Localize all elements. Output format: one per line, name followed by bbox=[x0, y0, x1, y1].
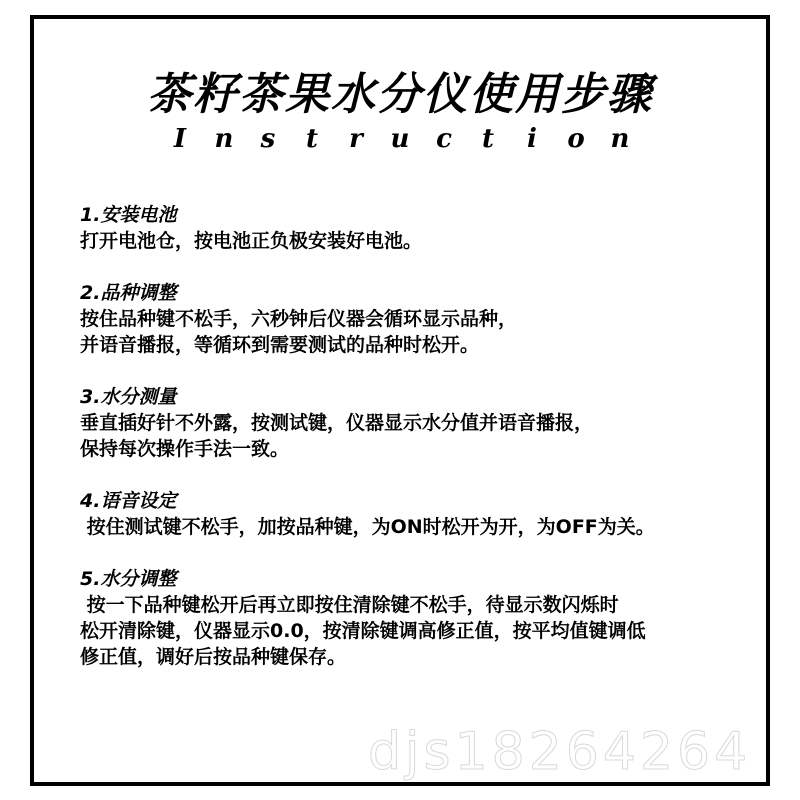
step-5 bbox=[80, 566, 760, 670]
step-3 bbox=[80, 384, 760, 462]
step-line: 修正值，调好后按品种键保存。 bbox=[80, 646, 347, 668]
subtitle-letter: u bbox=[390, 124, 410, 154]
subtitle-letter: n bbox=[610, 124, 630, 154]
subtitle-letter: c bbox=[436, 124, 452, 154]
step-line: 垂直插好针不外露，按测试键，仪器显示水分值并语音播报， bbox=[80, 412, 594, 434]
step-line: 打开电池仓，按电池正负极安装好电池。 bbox=[80, 230, 423, 252]
step-line: 按住品种键不松手，六秒钟后仪器会循环显示品种， bbox=[80, 308, 518, 330]
subtitle-letter: n bbox=[214, 124, 234, 154]
step-heading: 5.水分调整 bbox=[80, 568, 177, 590]
step-line: 按一下品种键松开后再立即按住清除键不松手，待显示数闪烁时 bbox=[80, 594, 619, 616]
step-line: 按住测试键不松手，加按品种键，为ON时松开为开，为OFF为关。 bbox=[80, 516, 655, 538]
page-title: 茶籽茶果水分仪使用步骤 bbox=[147, 69, 653, 120]
subtitle-letter: s bbox=[260, 124, 276, 154]
watermark-text: djs18264264 bbox=[368, 722, 752, 782]
step-2 bbox=[80, 280, 760, 358]
subtitle-letter: t bbox=[305, 124, 318, 154]
subtitle-letter: o bbox=[567, 124, 585, 154]
instruction-steps bbox=[80, 202, 760, 696]
step-line: 松开清除键，仪器显示0.0，按清除键调高修正值，按平均值键调低 bbox=[80, 620, 646, 642]
subtitle-letter: i bbox=[527, 124, 537, 154]
step-1 bbox=[80, 202, 760, 254]
subtitle-letter: I bbox=[173, 124, 187, 154]
page-subtitle bbox=[0, 124, 800, 154]
step-heading: 3.水分测量 bbox=[80, 386, 177, 408]
step-4 bbox=[80, 488, 760, 540]
step-heading: 4.语音设定 bbox=[80, 490, 177, 512]
step-line: 保持每次操作手法一致。 bbox=[80, 438, 290, 460]
step-heading: 2.品种调整 bbox=[80, 282, 177, 304]
subtitle-letter: t bbox=[481, 124, 494, 154]
subtitle-letter: r bbox=[349, 124, 363, 154]
step-heading: 1.安装电池 bbox=[80, 204, 177, 226]
step-line: 并语音播报，等循环到需要测试的品种时松开。 bbox=[80, 334, 480, 356]
